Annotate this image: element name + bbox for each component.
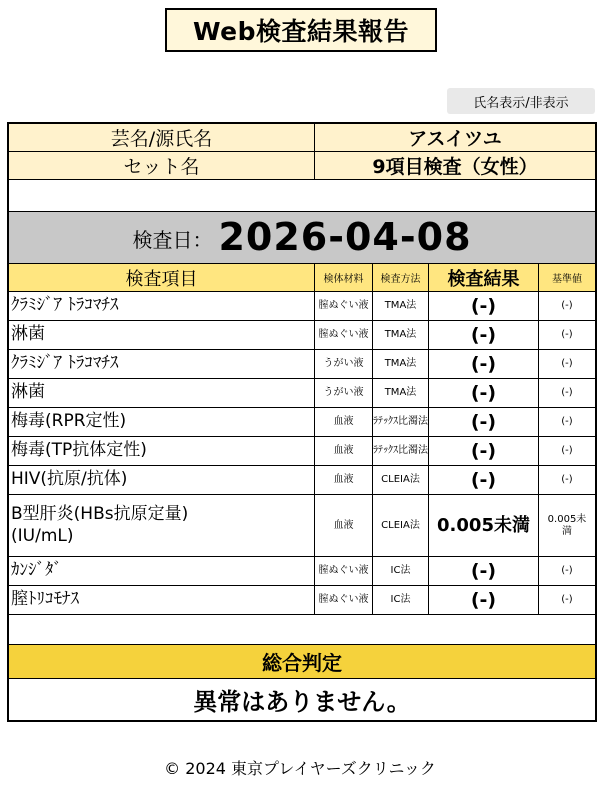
blank-row [9, 180, 595, 212]
set-row [9, 152, 595, 180]
reference: (-) [539, 292, 595, 321]
exam-date-label: 検査日： [132, 228, 213, 252]
table-row [9, 437, 595, 466]
method: TMA法 [373, 379, 429, 408]
method: IC法 [373, 557, 429, 586]
specimen: 膣ぬぐい液 [315, 557, 373, 586]
specimen: うがい液 [315, 379, 373, 408]
table-row [9, 586, 595, 615]
method: ﾗﾃｯｸｽ比濁法 [373, 437, 429, 466]
table-row [9, 292, 595, 321]
method: ﾗﾃｯｸｽ比濁法 [373, 408, 429, 437]
test-item: B型肝炎(HBs抗原定量)(IU/mL) [9, 495, 315, 557]
specimen: 膣ぬぐい液 [315, 292, 373, 321]
name-label: 芸名/源氏名 [9, 124, 315, 152]
blank-row [9, 615, 595, 645]
specimen: 血液 [315, 408, 373, 437]
reference: (-) [539, 350, 595, 379]
test-item: 膣ﾄﾘｺﾓﾅｽ [9, 586, 315, 615]
judgement-value-row [9, 679, 595, 720]
judgement-label: 総合判定 [9, 645, 595, 679]
reference: (-) [539, 437, 595, 466]
result: (-) [429, 408, 539, 437]
reference: (-) [539, 321, 595, 350]
table-row [9, 321, 595, 350]
test-item: ｸﾗﾐｼﾞｱ ﾄﾗｺﾏﾁｽ [9, 350, 315, 379]
reference: (-) [539, 408, 595, 437]
table-row [9, 466, 595, 495]
page-title: Web検査結果報告 [165, 8, 437, 52]
test-item: 梅毒(RPR定性) [9, 408, 315, 437]
method: TMA法 [373, 321, 429, 350]
reference: (-) [539, 466, 595, 495]
test-item: 梅毒(TP抗体定性) [9, 437, 315, 466]
result: 0.005未満 [429, 495, 539, 557]
test-item: 淋菌 [9, 321, 315, 350]
judgement-value: 異常はありません。 [9, 679, 595, 720]
specimen: 膣ぬぐい液 [315, 586, 373, 615]
result: (-) [429, 557, 539, 586]
test-item: ｶﾝｼﾞﾀﾞ [9, 557, 315, 586]
specimen: 血液 [315, 495, 373, 557]
col-result-header: 検査結果 [429, 264, 539, 292]
col-specimen-header: 検体材料 [315, 264, 373, 292]
method: IC法 [373, 586, 429, 615]
result: (-) [429, 379, 539, 408]
result: (-) [429, 321, 539, 350]
reference: 0.005未満 [539, 495, 595, 557]
table-row [9, 495, 595, 557]
specimen: 血液 [315, 437, 373, 466]
name-toggle-button[interactable]: 氏名表示/非表示 [447, 88, 595, 114]
specimen: 膣ぬぐい液 [315, 321, 373, 350]
col-item-header: 検査項目 [9, 264, 315, 292]
result: (-) [429, 586, 539, 615]
set-value: 9項目検査（女性） [315, 152, 595, 180]
report-table [7, 122, 597, 722]
result: (-) [429, 437, 539, 466]
name-value: アスイツユ [315, 124, 595, 152]
specimen: うがい液 [315, 350, 373, 379]
reference: (-) [539, 557, 595, 586]
method: TMA法 [373, 350, 429, 379]
test-item: ｸﾗﾐｼﾞｱ ﾄﾗｺﾏﾁｽ [9, 292, 315, 321]
specimen: 血液 [315, 466, 373, 495]
test-item: 淋菌 [9, 379, 315, 408]
reference: (-) [539, 586, 595, 615]
col-reference-header: 基準値 [539, 264, 595, 292]
result: (-) [429, 292, 539, 321]
reference: (-) [539, 379, 595, 408]
table-row [9, 408, 595, 437]
judgement-header-row [9, 645, 595, 679]
table-row [9, 379, 595, 408]
set-label: セット名 [9, 152, 315, 180]
column-header-row [9, 264, 595, 292]
method: TMA法 [373, 292, 429, 321]
result: (-) [429, 350, 539, 379]
test-item: HIV(抗原/抗体) [9, 466, 315, 495]
table-row [9, 557, 595, 586]
col-method-header: 検査方法 [373, 264, 429, 292]
exam-date-row [9, 212, 595, 264]
table-row [9, 350, 595, 379]
method: CLEIA法 [373, 495, 429, 557]
exam-date-value: 2026-04-08 [218, 215, 472, 259]
copyright-footer: © 2024 東京プレイヤーズクリニック [164, 759, 436, 778]
method: CLEIA法 [373, 466, 429, 495]
name-row [9, 124, 595, 152]
result: (-) [429, 466, 539, 495]
